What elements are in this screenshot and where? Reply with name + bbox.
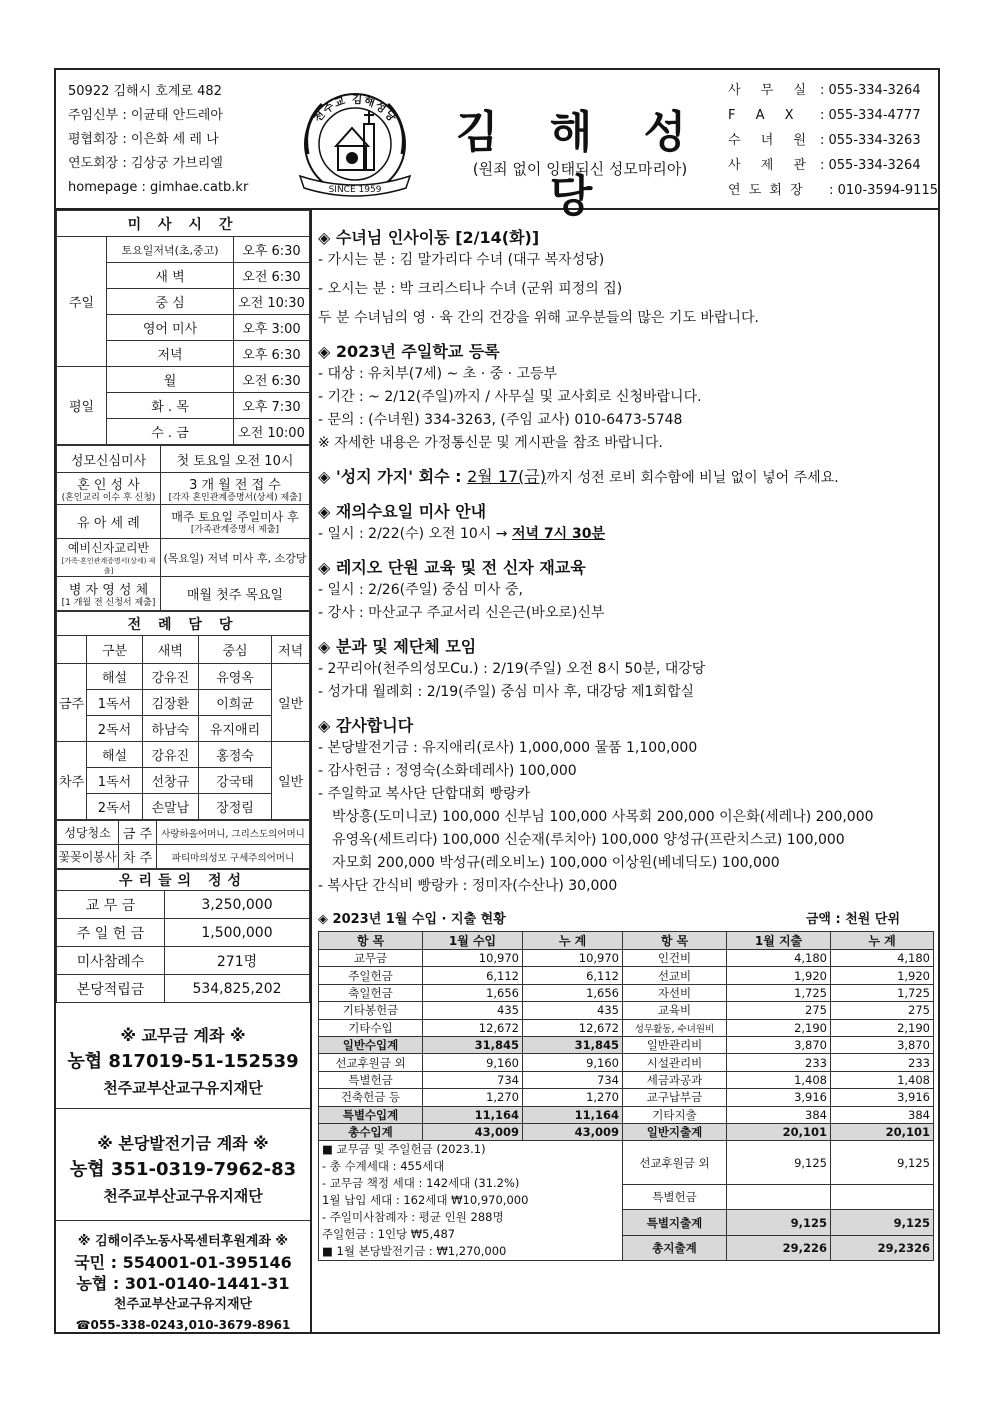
- expense-item: 자선비: [623, 984, 727, 1001]
- mass-name: 영어 미사: [107, 315, 234, 341]
- expense-month: 1,725: [727, 984, 831, 1001]
- mass-name: 월: [107, 367, 234, 393]
- sacrament-value: 3 개 월 전 접 수 [각자 혼인관계증명서(상세) 제출]: [161, 473, 310, 505]
- sunday-label: 주일: [57, 237, 107, 367]
- expense-month: 275: [727, 1002, 831, 1019]
- expense-month: 384: [727, 1106, 831, 1123]
- expense-month: 1,408: [727, 1071, 831, 1088]
- finance-unit: 금액 : 천원 단위: [805, 912, 900, 927]
- finance-row: [319, 1089, 934, 1106]
- expense-cumulative: 4,180: [831, 950, 934, 967]
- development-account: ※ 본당발전기금 계좌 ※ 농협 351-0319-7962-83 천주교부산교구유지재단: [56, 1109, 310, 1221]
- news-heading: ◈ '성지 가지' 회수 : 2월 17(금)까지 성전 로비 회수함에 비닐 없이 넣어 주세요.: [318, 467, 839, 486]
- expense-cumulative: [831, 1185, 934, 1210]
- contact-row: [728, 78, 938, 103]
- finance-row: [319, 1123, 934, 1140]
- income-cumulative: 6,112: [523, 967, 623, 984]
- expense-cumulative: 384: [831, 1106, 934, 1123]
- expense-cumulative: 1,920: [831, 967, 934, 984]
- expense-cumulative: 2,190: [831, 1019, 934, 1036]
- sacrament-label: 성모신심미사: [57, 446, 161, 473]
- income-item: 주일헌금: [319, 967, 423, 984]
- sacrament-value: 매월 첫주 목요일: [161, 577, 310, 611]
- finance-row: [319, 984, 934, 1001]
- income-month: 6,112: [423, 967, 523, 984]
- contact-phone: : 055-334-3264: [820, 83, 921, 98]
- liturgy-title: 전 례 담 당: [57, 612, 310, 636]
- finance-row: [319, 1141, 934, 1185]
- expense-month: 4,180: [727, 950, 831, 967]
- parish-logo: [292, 84, 418, 204]
- income-cumulative: 10,970: [523, 950, 623, 967]
- finance-row: [319, 1002, 934, 1019]
- income-cumulative: 12,672: [523, 1019, 623, 1036]
- income-item: 축일헌금: [319, 984, 423, 1001]
- offering-table: 우리들의 정성 교 무 금 3,250,000 주 일 헌 금 1,500,000 미사참례수 271명 본당적립금 534,825,202: [56, 869, 310, 1003]
- news-heading: ◈ 레지오 단원 교육 및 전 신자 재교육: [318, 558, 586, 577]
- news-heading: ◈ 2023년 주일학교 등록: [318, 342, 500, 361]
- expense-item: 특별지출계: [623, 1210, 727, 1235]
- expense-cumulative: 9,125: [831, 1141, 934, 1185]
- youth-president: 연도회장 : 김상궁 가브리엘: [68, 156, 223, 171]
- contact-label: F A X: [728, 108, 802, 123]
- income-item: 건축헌금 등: [319, 1089, 423, 1106]
- news-heading: ◈ 감사합니다: [318, 716, 414, 735]
- liturgy-col: 저녁: [272, 636, 310, 664]
- income-cumulative: 1,656: [523, 984, 623, 1001]
- expense-cumulative: 1,725: [831, 984, 934, 1001]
- offering-title: 우리들의 정성: [57, 870, 310, 891]
- contact-row: [728, 128, 938, 153]
- income-month: 31,845: [423, 1036, 523, 1053]
- liturgy-col: 중심: [198, 636, 272, 664]
- sacrament-value: 첫 토요일 오전 10시: [161, 446, 310, 473]
- income-item: 총수입계: [319, 1123, 423, 1140]
- mass-time: 오전 10:00: [234, 419, 310, 445]
- news-heading: ◈ 재의수요일 미사 안내: [318, 502, 487, 521]
- parish-seal-icon: [292, 84, 418, 204]
- expense-item: 특별헌금: [623, 1185, 727, 1210]
- svg-text:천주교 김해성당: 천주교 김해성당: [310, 92, 400, 125]
- news-list: ◈ 수녀님 인사이동 [2/14(화)] - 가시는 분 : 김 말가리다 수녀 (대구 복자성당) - 오시는 분 : 박 크리스티나 수녀 (군위 피정의 집) 두 분 수녀님의 영 · 육 간의 건강을 위해 교우분들의 많은 기도 바랍니다. ◈ 2023년 주일학교 등록 - 대상 : 유치부(7세) ~ 초 · 중 · 고등부 - 기간 : ~ 2/12(주일)까지 / 사무실 및 교사회로 신청바랍니다. - 문의 : (수녀원) 334-3263, (주임 교사) 010-6473-5748 ※ 자세한 내용은 가정통신문 및 게시판을 참조 바랍니다. ◈ '성지 가지' 회수 : 2월 17(금)까지 성전 로비 회수함에 비닐 없이 넣어 주세요. ◈ 재의수요일 미사 안내 - 일시 : 2/22(수) 오전 10시 → 저녁 7시 30분 ◈ 레지오 단원 교육 및 전 신자 재교육 - 일시 : 2/26(주일) 중심 미사 중, - 강사 : 마산교구 주교서리 신은근(바오로)신부 ◈ 분과 및 제단체 모임 - 2꾸리아(천주의성모Cu.) : 2/19(주일) 오전 8시 50분, 대강당 - 성가대 월례회 : 2/19(주일) 중심 미사 후, 대강당 제1회합실 ◈ 감사합니다 - 본당발전기금 : 유지애리(로사) 1,000,000 물품 1,100,000 - 감사헌금 : 정영숙(소화데레사) 100,000 - 주일학교 복사단 단합대회 빵랑카 박상흥(도미니코) 100,000 신부님 100,000 사목회 200,000 이은화(세레나) 200,000 유영옥(세트리다) 100,000 신순재(루치아) 100,000 양성규(프란치스코) 100,000 자모회 200,000 박성규(레오비노) 100,000 이상원(베네딕도) 100,000 - 복사단 간식비 빵랑카 : 정미자(수산나) 30,000: [318, 226, 934, 898]
- finance-row: [319, 950, 934, 967]
- expense-cumulative: 29,2326: [831, 1235, 934, 1260]
- income-item: 기타수입: [319, 1019, 423, 1036]
- contact-row: [728, 153, 938, 178]
- contact-label: 사 제 관: [728, 158, 814, 173]
- pastor: 주임신부 : 이균태 안드레아: [68, 108, 223, 123]
- mass-schedule-table: [56, 210, 310, 445]
- mass-name: 토요일저녁(초,중고): [107, 237, 234, 263]
- expense-cumulative: 20,101: [831, 1123, 934, 1140]
- liturgy-col: 구분: [87, 636, 143, 664]
- bulletin-header: [56, 70, 938, 222]
- expense-month: 29,226: [727, 1235, 831, 1260]
- homepage: homepage : gimhae.catb.kr: [68, 180, 249, 195]
- expense-item: 교육비: [623, 1002, 727, 1019]
- income-item: 기타봉헌금: [319, 1002, 423, 1019]
- income-month: 9,160: [423, 1054, 523, 1071]
- contact-list: [728, 78, 938, 203]
- finance-row: [319, 1036, 934, 1053]
- expense-cumulative: 275: [831, 1002, 934, 1019]
- finance-table: 항 목 1월 수입 누 계 항 목 1월 지출 누 계 교무금 10,970 10,970 인건비 4,180 4,180 주일헌금 6,112 6,112 선교비 1,920 1,920 축일헌금 1,656 1,656 자선비 1,725 1,725 기타봉헌금 435 435 교육비 275 275 기타수입 12,672 12,672 성무활동, 수녀원비 2,190 2,190 일반수입계 31,845 31,845 일반관리비 3,870 3,870 선교후원금 외 9,160 9,160 시설관리비 233 233 특별헌금 734 734 세금과공과 1,408 1,408 건축헌금 등 1,270 1,270 교구납부금 3,916 3,916 특별수입계 11,164 11,164 기타지출 384 384 총수입계 43,009 43,009 일반지출계 20,101 20,101 ■ 교무금 및 주일헌금 (2023.1) - 총 수계세대 : 455세대 - 교무금 책정 세대 : 142세대 (31.2%) 1월 납입 세대 : 162세대 ₩10,970,000 - 주일미사참례자 : 평균 인원 288명 주일헌금 : 1인당 ₩5,487 ■ 1월 본당발전기금 : ₩1,270,000 선교후원금 외 9,125 9,125 특별헌금 특별지출계 9,125 9,125 총지출계 29,226 29,2326: [318, 931, 934, 1261]
- flower-label: 꽃꽂이봉사: [57, 845, 119, 869]
- contact-row: [728, 178, 938, 203]
- expense-item: 일반관리비: [623, 1036, 727, 1053]
- finance-notes: ■ 교무금 및 주일헌금 (2023.1) - 총 수계세대 : 455세대 - 교무금 책정 세대 : 142세대 (31.2%) 1월 납입 세대 : 162세대 ₩10,970,000 - 주일미사참례자 : 평균 인원 288명 주일헌금 : 1인당 ₩5,487 ■ 1월 본당발전기금 : ₩1,270,000: [319, 1141, 623, 1261]
- mass-time: 오후 6:30: [234, 341, 310, 367]
- mass-time: 오전 6:30: [234, 263, 310, 289]
- news-heading: ◈ 분과 및 제단체 모임: [318, 637, 477, 656]
- income-cumulative: 43,009: [523, 1123, 623, 1140]
- mass-schedule-title: 미 사 시 간: [57, 211, 310, 237]
- finance-row: [319, 967, 934, 984]
- income-cumulative: 435: [523, 1002, 623, 1019]
- mass-name: 저녁: [107, 341, 234, 367]
- income-month: 43,009: [423, 1123, 523, 1140]
- expense-month: 233: [727, 1054, 831, 1071]
- income-month: 10,970: [423, 950, 523, 967]
- bulletin-page: [54, 68, 940, 1334]
- contact-row: [728, 103, 938, 128]
- cleaning-table: 성당청소 금 주 사랑하올어머니, 그리스도의어머니 꽃꽂이봉사 차 주 파티마의성모 구세주의어머니: [56, 820, 310, 869]
- income-item: 선교후원금 외: [319, 1054, 423, 1071]
- parish-title: 김 해 성 당: [455, 107, 705, 222]
- sacrament-label: 병 자 영 성 체 [1 개월 전 신청서 제출]: [57, 577, 161, 611]
- mass-time: 오전 6:30: [234, 367, 310, 393]
- expense-item: 선교후원금 외: [623, 1141, 727, 1185]
- mass-time: 오후 3:00: [234, 315, 310, 341]
- sacrament-table: [56, 445, 310, 611]
- income-month: 1,270: [423, 1089, 523, 1106]
- news-heading: ◈ 수녀님 인사이동 [2/14(화)]: [318, 228, 540, 247]
- contact-phone: : 055-334-3263: [820, 133, 921, 148]
- expense-cumulative: 3,870: [831, 1036, 934, 1053]
- right-column: [318, 220, 934, 1261]
- income-item: 일반수입계: [319, 1036, 423, 1053]
- labor-ministry-account: ※ 김해이주노동사목센터후원계좌 ※ 국민 : 554001-01-395146 농협 : 301-0140-1441-31 천주교부산교구유지재단 ☎055-338-0243,010-3679-8961: [74, 1234, 292, 1332]
- expense-month: [727, 1185, 831, 1210]
- mass-name: 중 심: [107, 289, 234, 315]
- left-column: [56, 210, 312, 1332]
- income-month: 11,164: [423, 1106, 523, 1123]
- expense-item: 일반지출계: [623, 1123, 727, 1140]
- expense-month: 9,125: [727, 1141, 831, 1185]
- finance-title: ◈ 2023년 1월 수입 · 지출 현황: [318, 912, 506, 927]
- expense-item: 인건비: [623, 950, 727, 967]
- expense-item: 총지출계: [623, 1235, 727, 1260]
- income-cumulative: 734: [523, 1071, 623, 1088]
- income-item: 특별수입계: [319, 1106, 423, 1123]
- income-cumulative: 1,270: [523, 1089, 623, 1106]
- expense-item: 선교비: [623, 967, 727, 984]
- sacrament-label: 혼 인 성 사 (혼인교리 이수 후 신청): [57, 473, 161, 505]
- expense-cumulative: 233: [831, 1054, 934, 1071]
- mass-time: 오후 7:30: [234, 393, 310, 419]
- council-president: 평협회장 : 이은화 세 레 나: [68, 132, 219, 147]
- expense-item: 세금과공과: [623, 1071, 727, 1088]
- income-cumulative: 31,845: [523, 1036, 623, 1053]
- expense-item: 기타지출: [623, 1106, 727, 1123]
- expense-month: 1,920: [727, 967, 831, 984]
- cleaning-label: 성당청소: [57, 821, 119, 845]
- mass-time: 오전 10:30: [234, 289, 310, 315]
- income-month: 734: [423, 1071, 523, 1088]
- finance-row: [319, 1071, 934, 1088]
- tithe-account: ※ 교무금 계좌 ※ 농협 817019-51-152539 천주교부산교구유지재단: [56, 1003, 310, 1109]
- mass-name: 새 벽: [107, 263, 234, 289]
- sacrament-value: 매주 토요일 주일미사 후 [가족관계증명서 제출]: [161, 505, 310, 539]
- expense-cumulative: 3,916: [831, 1089, 934, 1106]
- contact-label: 연 도 회 장: [728, 183, 805, 198]
- expense-cumulative: 9,125: [831, 1210, 934, 1235]
- expense-item: 교구납부금: [623, 1089, 727, 1106]
- income-month: 12,672: [423, 1019, 523, 1036]
- svg-text:SINCE 1959: SINCE 1959: [328, 185, 382, 195]
- income-month: 435: [423, 1002, 523, 1019]
- income-item: 특별헌금: [319, 1071, 423, 1088]
- expense-month: 3,870: [727, 1036, 831, 1053]
- expense-item: 시설관리비: [623, 1054, 727, 1071]
- income-month: 1,656: [423, 984, 523, 1001]
- expense-month: 9,125: [727, 1210, 831, 1235]
- liturgy-col: 새벽: [143, 636, 199, 664]
- finance-header: [318, 908, 934, 927]
- parish-info: [68, 80, 288, 200]
- sacrament-label: 유 아 세 례: [57, 505, 161, 539]
- finance-row: [319, 1054, 934, 1071]
- expense-month: 20,101: [727, 1123, 831, 1140]
- week-label: 차주: [57, 742, 87, 820]
- income-item: 교무금: [319, 950, 423, 967]
- expense-month: 3,916: [727, 1089, 831, 1106]
- sacrament-label: 예비신자교리반 [가족·혼인관계증명서(상세) 제출]: [57, 539, 161, 577]
- address: 50922 김해시 호계로 482: [68, 84, 222, 99]
- sacrament-value: (목요일) 저녁 미사 후, 소강당: [161, 539, 310, 577]
- expense-cumulative: 1,408: [831, 1071, 934, 1088]
- income-cumulative: 9,160: [523, 1054, 623, 1071]
- income-cumulative: 11,164: [523, 1106, 623, 1123]
- contact-label: 수 녀 원: [728, 133, 814, 148]
- contact-phone: : 055-334-4777: [820, 108, 921, 123]
- weekday-label: 평일: [57, 367, 107, 445]
- mass-time: 오후 6:30: [234, 237, 310, 263]
- mass-name: 화 . 목: [107, 393, 234, 419]
- contact-phone: : 010-3594-9115: [829, 183, 938, 198]
- contact-phone: : 055-334-3264: [820, 158, 921, 173]
- week-label: 금주: [57, 664, 87, 742]
- liturgy-table: 전 례 담 당 구분 새벽 중심 저녁 금주 해설 강유진 유영옥 일반 1독서 김장환 이희균 2독서 하남숙 유지애리 차주 해설 강유진 홍정숙 일반 1독서 선창규 강국태 2독서 손말남 장정림: [56, 611, 310, 820]
- expense-item: 성무활동, 수녀원비: [623, 1019, 727, 1036]
- contact-label: 사 무 실: [728, 83, 814, 98]
- parish-subtitle: (원죄 없이 잉태되신 성모마리아): [472, 160, 688, 178]
- finance-row: [319, 1019, 934, 1036]
- mass-name: 수 . 금: [107, 419, 234, 445]
- expense-month: 2,190: [727, 1019, 831, 1036]
- finance-row: [319, 1106, 934, 1123]
